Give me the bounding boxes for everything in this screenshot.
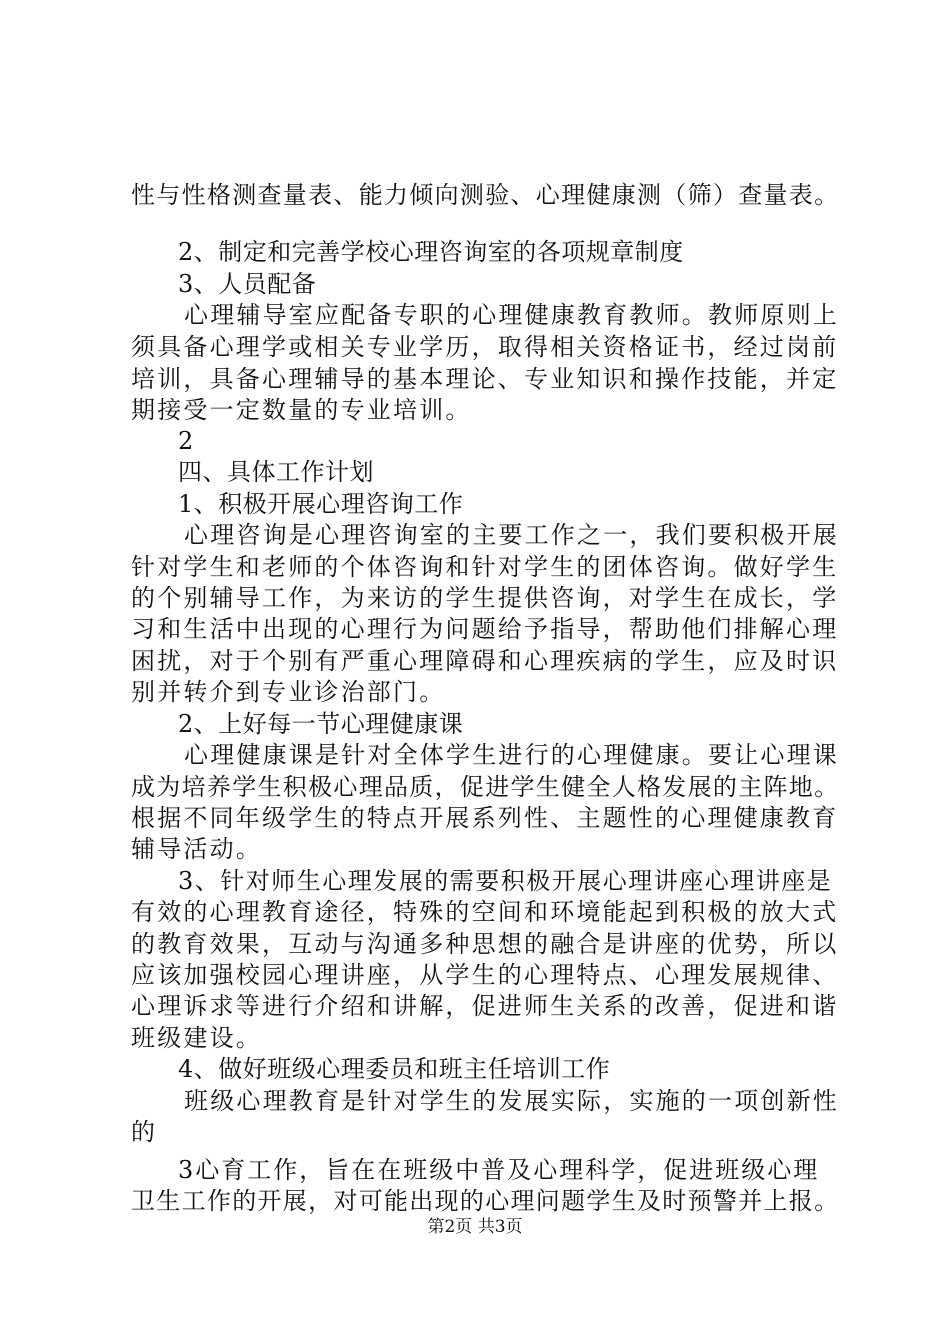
- text-line-28: 4、做好班级心理委员和班主任培训工作: [178, 1055, 611, 1083]
- text-line-6: 培训，具备心理辅导的基本理论、专业知识和操作技能，并定: [131, 365, 839, 393]
- text-line-13: 的个别辅导工作，为来访的学生提供咨询，对学生在成长，学: [131, 584, 839, 612]
- text-line-17: 2、上好每一节心理健康课: [178, 710, 464, 738]
- text-line-29: 班级心理教育是针对学生的发展实际，实施的一项创新性: [184, 1087, 839, 1115]
- text-line-32: 卫生工作的开展，对可能出现的心理问题学生及时预警并上报。: [131, 1187, 840, 1215]
- text-line-4: 心理辅导室应配备专职的心理健康教育教师。教师原则上: [184, 301, 839, 329]
- text-line-15: 困扰，对于个别有严重心理障碍和心理疾病的学生，应及时识: [131, 647, 839, 675]
- text-line-24: 的教育效果，互动与沟通多种思想的融合是讲座的优势，所以: [131, 930, 839, 958]
- text-line-27: 班级建设。: [131, 1024, 262, 1052]
- text-line-3: 3、人员配备: [178, 270, 317, 298]
- text-line-26: 心理诉求等进行介绍和讲解，促进师生关系的改善，促进和谐: [131, 992, 839, 1020]
- text-line-14: 习和生活中出现的心理行为问题给予指导，帮助他们排解心理: [131, 615, 839, 643]
- text-line-22: 3、针对师生心理发展的需要积极开展心理讲座心理讲座是: [178, 867, 833, 895]
- text-line-19: 成为培养学生积极心理品质，促进学生健全人格发展的主阵地。: [131, 773, 840, 801]
- text-line-5: 须具备心理学或相关专业学历，取得相关资格证书，经过岗前: [131, 333, 839, 361]
- text-line-31: 3心育工作，旨在在班级中普及心理科学，促进班级心理: [178, 1156, 820, 1184]
- section-heading-4: 四、具体工作计划: [178, 458, 374, 486]
- text-line-20: 根据不同年级学生的特点开展系列性、主题性的心理健康教育: [131, 804, 839, 832]
- text-line-23: 有效的心理教育途径，特殊的空间和环境能起到积极的放大式: [131, 898, 839, 926]
- text-line-7: 期接受一定数量的专业培训。: [131, 396, 472, 424]
- text-line-18: 心理健康课是针对全体学生进行的心理健康。要让心理课: [184, 741, 839, 769]
- text-line-1: 性与性格测查量表、能力倾向测验、心理健康测（筛）查量表。: [131, 181, 840, 209]
- text-line-30: 的: [131, 1118, 155, 1146]
- page-number-inline: 2: [178, 427, 194, 455]
- text-line-2: 2、制定和完善学校心理咨询室的各项规章制度: [178, 238, 684, 266]
- text-line-21: 辅导活动。: [131, 835, 262, 863]
- text-line-25: 应该加强校园心理讲座，从学生的心理特点、心理发展规律、: [131, 961, 839, 989]
- text-line-16: 别并转介到专业诊治部门。: [131, 678, 446, 706]
- text-line-11: 心理咨询是心理咨询室的主要工作之一，我们要积极开展: [184, 521, 839, 549]
- page-footer: 第2页 共3页: [427, 1217, 523, 1237]
- text-line-10: 1、积极开展心理咨询工作: [178, 490, 464, 518]
- text-line-12: 针对学生和老师的个体咨询和针对学生的团体咨询。做好学生: [131, 553, 839, 581]
